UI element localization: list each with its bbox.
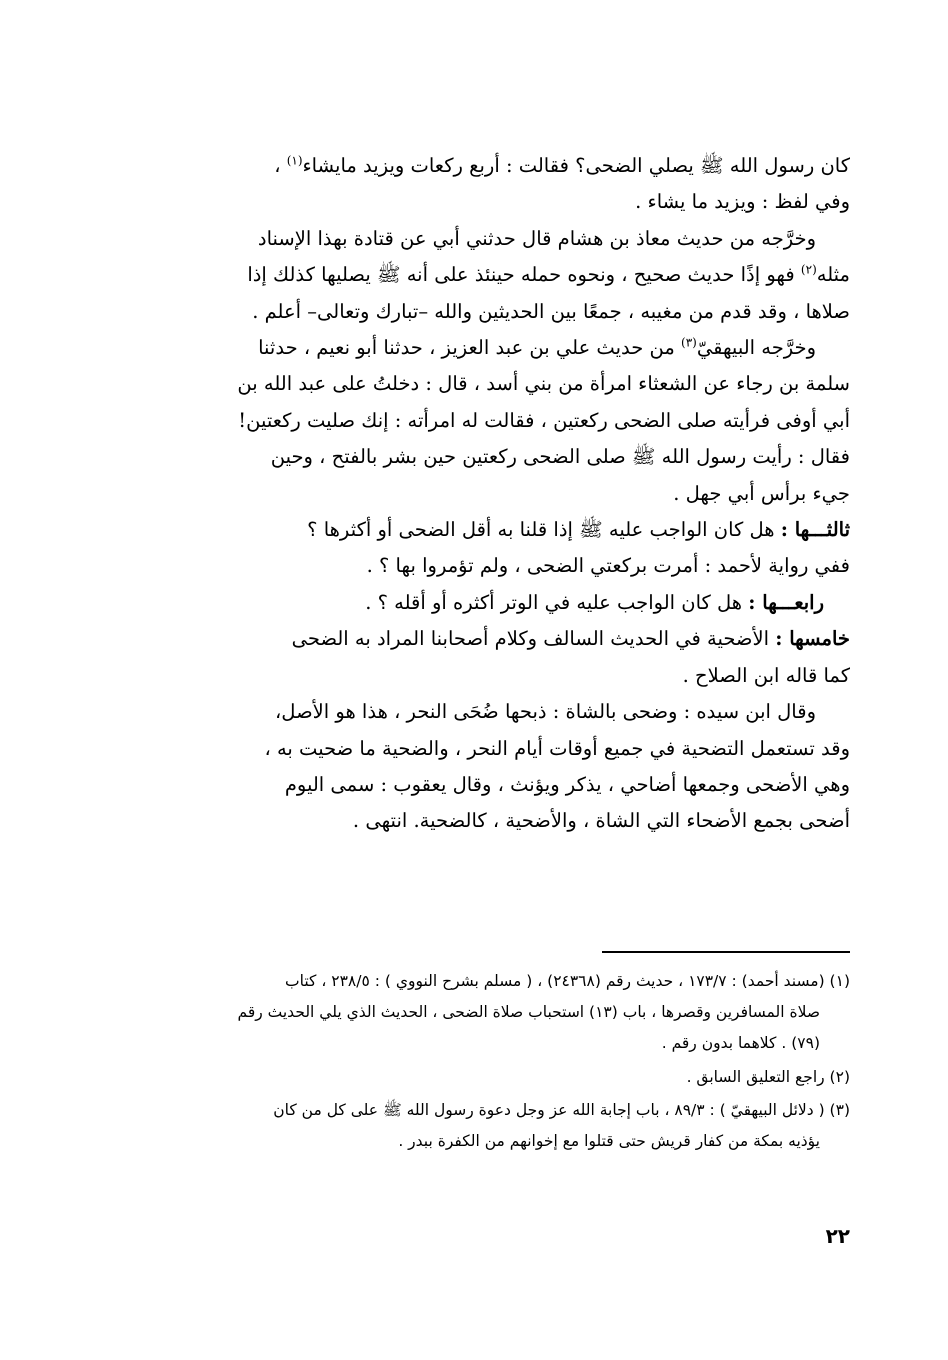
footnotes [100,966,850,1159]
text-line: أبي أوفى فرأيته صلى الضحى ركعتين ، فقالت له امرأته : إنك صليت ركعتين! [238,408,850,432]
paragraph-3 [100,330,850,512]
section-label: خامسها : [775,627,850,651]
text-line: صلاها ، وقد قدم من مغيبه ، جمعًا بين الحديثين والله –تبارك وتعالى– أعلم . [252,299,850,323]
text-line: وقال ابن سيده : وضحى بالشاة : ذبحها ضُحَى النحر ، هذا هو الأصل، [275,700,816,724]
text-line: سلمة بن رجاء عن الشعثاء امرأة من بني أسد ، قال : دخلتُ على عبد الله بن [237,372,850,396]
text-line: خامسها : الأضحية في الحديث السالف وكلام أصحابنا المراد به الضحى [291,627,850,651]
text-line: وهي الأضحى وجمعها أضاحي ، يذكر ويؤنث ، وقال يعقوب : سمى اليوم [284,772,850,796]
text-line: وفي لفظ : ويزيد ما يشاء . [635,190,850,214]
page-number: ٢٢ [825,1224,850,1248]
paragraph-6 [100,621,850,694]
footnote-3 [100,1095,850,1157]
section-label: ثالثـــها : [780,518,850,542]
footnote-line: (١) (مسند أحمد) : ١٧٣/٧ ، حديث رقم (٢٤٣٦٨) ، ( مسلم بشرح النووي ) : ٢٣٨/٥ ، كتاب [285,972,850,990]
footnote-ref[interactable]: (١) [286,153,303,168]
text-line: ثالثـــها : هل كان الواجب عليه ﷺ إذا قلنا به أقل الضحى أو أكثرها ؟ [307,518,850,542]
footnote-divider [602,951,850,953]
footnote-2 [100,1062,850,1093]
text-line: وقد تستعمل التضحية في جميع أوقات أيام النحر ، والضحية ما ضحيت به ، [264,736,850,760]
paragraph-5 [100,585,850,621]
text-line: مثله$^{(٢)}$ فهو إذًا حديث صحيح ، ونحوه حمله حينئذ على أنه ﷺ يصليها كذلك إذا [247,262,850,287]
footnote-line: (٢) راجع التعليق السابق . [686,1067,850,1086]
text-line: فقال : رأيت رسول الله ﷺ صلى الضحى ركعتين حين بشر بالفتح ، وحين [270,445,850,469]
footnote-1 [100,966,850,1060]
paragraph-2 [100,221,850,330]
text-line: ففي رواية لأحمد : أمرت بركعتي الضحى ، ولم تؤمروا بها ؟ . [366,554,850,578]
footnote-line: (٧٩) . كلاهما بدون رقم . [661,1034,820,1053]
text-line: كان رسول الله ﷺ يصلي الضحى؟ فقالت : أربع ركعات ويزيد مايشاء$^{(١)}$ ، [274,153,850,177]
paragraph-4 [100,512,850,585]
main-text [100,148,850,840]
footnote-line: صلاة المسافرين وقصرها ، باب (١٣) استحباب صلاة الضحى ، الحديث الذي يلي الحديث رقم [237,1003,820,1022]
paragraph-1 [100,148,850,221]
text-line: وخرَّجه من حديث معاذ بن هشام قال حدثني أبي عن قتادة بهذا الإسناد [257,226,816,250]
paragraph-7 [100,694,850,840]
text-line: رابعـــها : هل كان الواجب عليه في الوتر أكثره أو أقله ؟ . [365,590,824,614]
footnote-line: يؤذيه بمكة من كفار قريش حتى قتلوا مع إخوانهم من الكفرة ببدر . [398,1132,820,1151]
footnote-line: (٣) ( دلائل البيهقيّ ) : ٨٩/٣ ، باب إجابة الله عز وجل دعوة رسول الله ﷺ على كل من كان [273,1100,850,1119]
section-label: رابعـــها : [748,590,824,614]
footnote-ref[interactable]: (٣) [681,335,697,350]
text-line: وخرَّجه البيهقيّ$^{(٣)}$ من حديث علي بن عبد العزيز ، حدثنا أبو نعيم ، حدثنا [258,335,816,360]
text-line: جيء برأس أبي جهل . [673,481,850,505]
text-line: أضحى بجمع الأضحاء التي الشاة ، والأضحية ، كالضحية. انتهى . [352,809,850,833]
text-line: كما قاله ابن الصلاح . [682,663,850,687]
footnote-ref[interactable]: (٢) [800,262,817,277]
